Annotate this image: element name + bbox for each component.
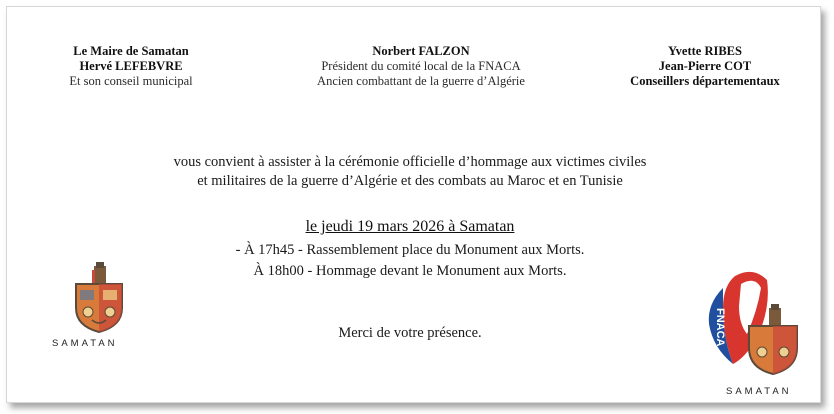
event-schedule bbox=[150, 240, 670, 282]
schedule-item-2: À 18h00 - Hommage devant le Monument aux Morts. bbox=[253, 263, 567, 279]
header-fnaca-president bbox=[296, 44, 546, 89]
thanks-text: Merci de votre présence. bbox=[338, 325, 482, 341]
samatan-crest-icon bbox=[70, 262, 128, 334]
samatan-logo-text-left: SAMATAN bbox=[52, 338, 118, 349]
invitation-line-1: vous convient à assister à la cérémonie officielle d’hommage aux victimes civiles bbox=[173, 154, 647, 170]
fnaca-emblem-icon bbox=[705, 268, 805, 380]
fnaca-badge-text: FNACA bbox=[714, 308, 726, 347]
councillor-2: Jean-Pierre COT bbox=[658, 59, 752, 73]
mayor-name: Hervé LEFEBVRE bbox=[79, 59, 183, 73]
samatan-logo-text-right: SAMATAN bbox=[726, 386, 792, 397]
invitation-line-2: et militaires de la guerre d’Algérie et des combats au Maroc et en Tunisie bbox=[197, 173, 623, 189]
event-date: le jeudi 19 mars 2026 à Samatan bbox=[305, 218, 515, 235]
mayor-title: Le Maire de Samatan bbox=[73, 44, 189, 58]
president-veteran: Ancien combattant de la guerre d’Algérie bbox=[317, 74, 525, 88]
samatan-crest-logo bbox=[70, 262, 128, 339]
president-name: Norbert FALZON bbox=[372, 44, 470, 58]
mayor-council: Et son conseil municipal bbox=[69, 74, 193, 88]
header-councillors bbox=[600, 44, 810, 89]
councillors-title: Conseillers départementaux bbox=[630, 74, 780, 88]
fnaca-letters bbox=[714, 308, 726, 347]
schedule-item-1: - À 17h45 - Rassemblement place du Monument aux Morts. bbox=[235, 242, 585, 258]
header-mayor bbox=[36, 44, 226, 89]
fnaca-samatan-logo bbox=[705, 268, 805, 385]
invitation-text bbox=[110, 153, 710, 191]
president-role: Président du comité local de la FNACA bbox=[321, 59, 521, 73]
councillor-1: Yvette RIBES bbox=[668, 44, 742, 58]
